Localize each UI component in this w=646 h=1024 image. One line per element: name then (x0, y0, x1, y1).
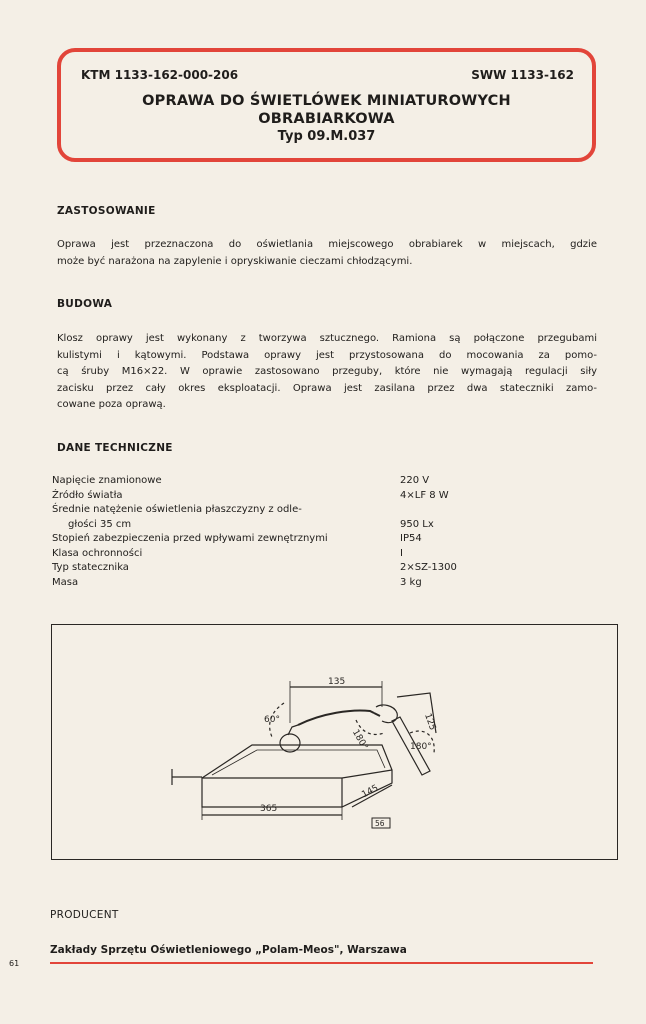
spec-value: 4×LF 8 W (400, 489, 449, 501)
spec-row (52, 576, 572, 591)
budowa-line: cowane poza oprawą. (57, 399, 166, 410)
spec-row (52, 561, 572, 576)
budowa-line: kulistymi i kątowymi. Podstawa oprawy jest przystosowana do mocowania za pomo- (57, 349, 597, 361)
dim-125-label: 125 (422, 712, 438, 732)
dim-365-label: 365 (260, 804, 278, 814)
dim-135-label: 135 (328, 677, 346, 687)
ref-56-label: 56 (375, 819, 385, 828)
ktm-code: KTM 1133-162-000-206 (81, 68, 239, 82)
spec-label: Masa (52, 576, 79, 588)
arm-link (374, 713, 380, 716)
title-block (61, 92, 592, 146)
spec-label: Średnie natężenie oświetlenia płaszczyzny z odle- (52, 504, 302, 515)
title-line-1: OPRAWA DO ŚWIETLÓWEK MINIATUROWYCH (142, 93, 511, 109)
page-number: 61 (9, 959, 20, 968)
spec-row (52, 518, 572, 533)
base-top-edge (202, 770, 392, 778)
title-line-2: OBRABIARKOWA (258, 111, 395, 127)
spec-label: Typ statecznika (52, 562, 129, 573)
arm-lower (298, 711, 374, 725)
header-frame (57, 48, 596, 162)
spec-value: 220 V (400, 475, 430, 486)
type-line: Typ 09.M.037 (277, 129, 376, 144)
spec-label: Stopień zabezpieczenia przed wpływami zewnętrznymi (52, 533, 328, 544)
spec-value: 3 kg (400, 576, 422, 588)
producer-name: Zakłady Sprzętu Oświetleniowego „Polam-Meos", Warszawa (50, 944, 407, 956)
spec-row (52, 503, 572, 518)
spec-value: 950 Lx (400, 518, 434, 530)
zastosowanie-heading: ZASTOSOWANIE (57, 205, 156, 217)
angle-180b-label: 180° (410, 742, 432, 752)
producent-heading: PRODUCENT (50, 909, 119, 921)
spec-label: Klasa ochronności (52, 547, 143, 559)
spec-row (52, 474, 572, 489)
budowa-line: Klosz oprawy jest wykonany z tworzywa sztucznego. Ramiona są połączone przegubami (57, 333, 597, 344)
spec-table (52, 474, 572, 590)
lamp-drawing-svg (52, 625, 619, 861)
spec-label: Napięcie znamionowe (52, 475, 162, 486)
budowa-heading: BUDOWA (57, 298, 113, 310)
angle-180a-label: 180° (349, 728, 370, 752)
spec-value: IP54 (400, 533, 422, 544)
zastosowanie-paragraph (57, 237, 597, 270)
spec-label: Źródło światła (52, 489, 123, 501)
footer-divider (50, 962, 593, 964)
dane-techniczne-heading: DANE TECHNICZNE (57, 442, 173, 454)
spec-row (52, 489, 572, 504)
budowa-line: cą śruby M16×22. W oprawie zastosowano przeguby, które nie wymagają regulacji siły (57, 366, 597, 377)
mount-screw (172, 769, 202, 785)
budowa-paragraph (57, 331, 597, 414)
ball-joint (280, 734, 300, 752)
spec-row (52, 547, 572, 562)
budowa-line: zacisku przez cały okres eksploatacji. Oprawa jest zasilana przez dwa stateczniki zamo- (57, 382, 597, 394)
zastosowanie-line: Oprawa jest przeznaczona do oświetlania miejscowego obrabiarek w miejscach, gdzie (57, 239, 597, 250)
angle-60-label: 60° (264, 715, 280, 725)
spec-row (52, 532, 572, 547)
technical-drawing (51, 624, 618, 860)
spec-value: 2×SZ-1300 (400, 562, 457, 573)
spec-value: I (400, 547, 403, 559)
dim-145-label: 145 (360, 783, 381, 801)
sww-code: SWW 1133-162 (471, 68, 574, 82)
spec-label: głości 35 cm (68, 518, 132, 530)
zastosowanie-line: może być narażona na zapylenie i opryskiwanie cieczami chłodzącymi. (57, 255, 413, 267)
